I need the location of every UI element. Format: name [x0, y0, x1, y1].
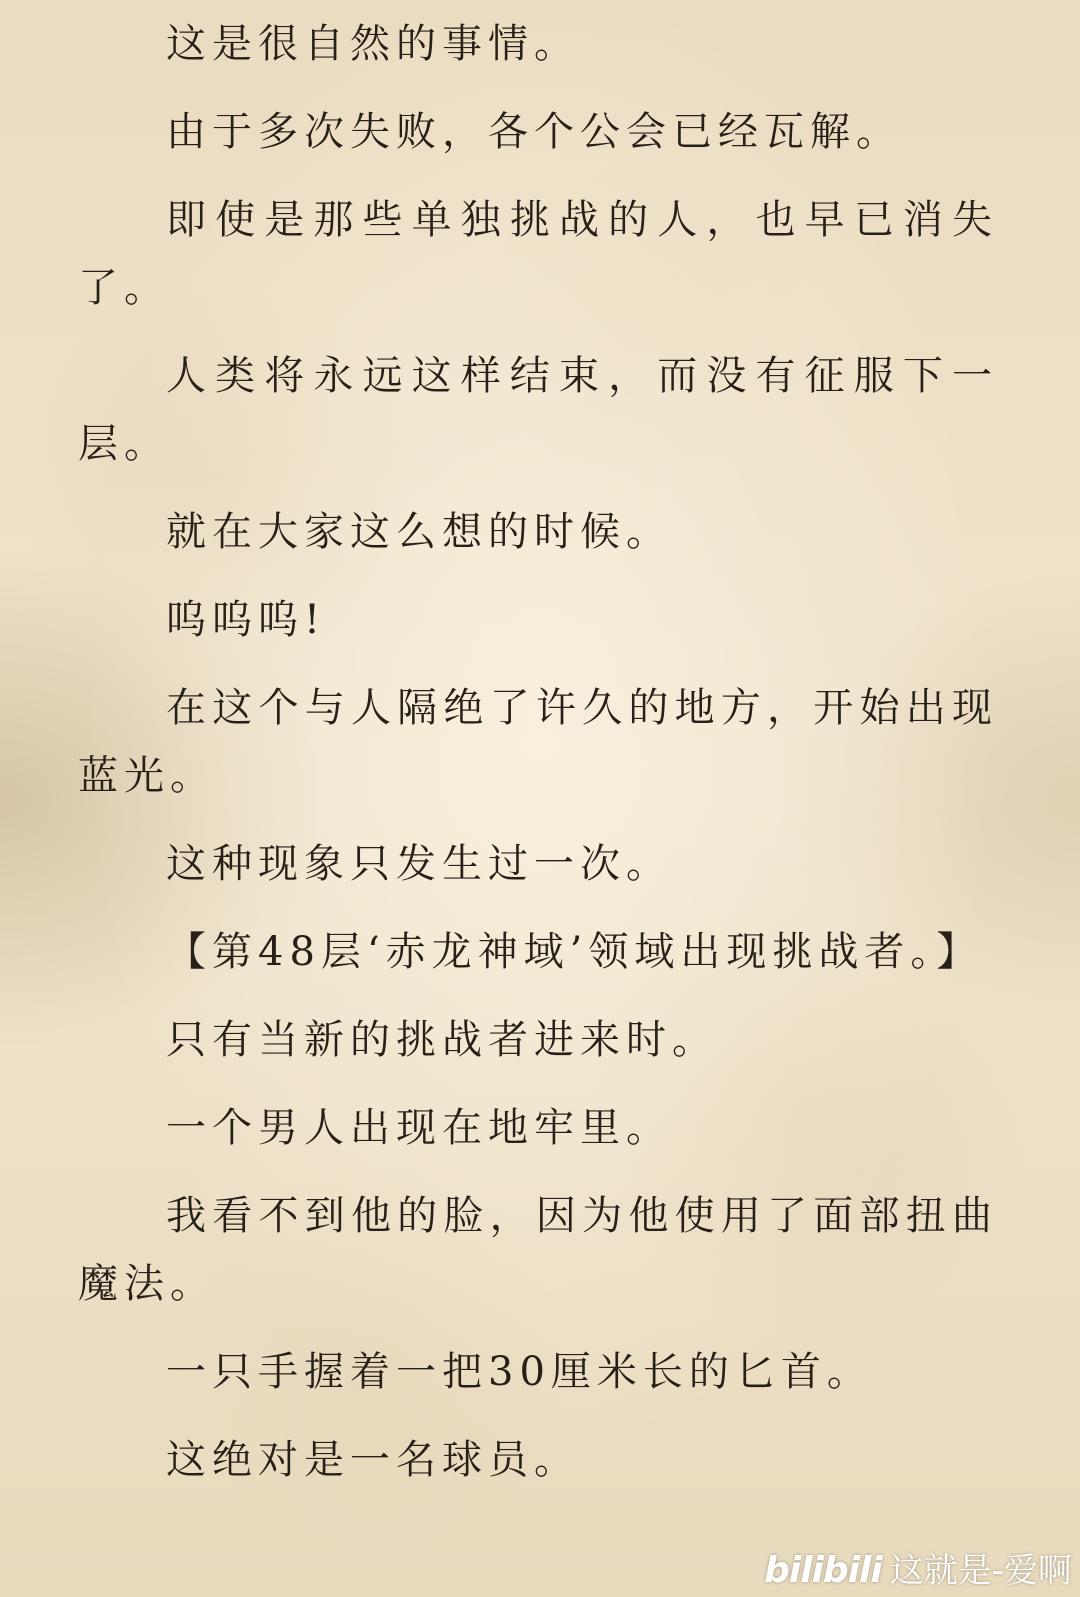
paragraph-4: 人类将永远这样结束，而没有征服下一层。	[78, 353, 998, 467]
paragraph-8: 这种现象只发生过一次。	[166, 841, 672, 887]
paragraph-5: 就在大家这么想的时候。	[166, 509, 672, 555]
paragraph-3: 即使是那些单独挑战的人，也早已消失了。	[78, 197, 998, 311]
paragraph-9: 【第48层‘赤龙神域’领域出现挑战者。】	[166, 929, 983, 975]
paragraph-11: 一个男人出现在地牢里。	[166, 1105, 672, 1151]
bilibili-watermark	[764, 1551, 1072, 1591]
watermark-username: 这就是-爱啊	[889, 1551, 1072, 1591]
paragraph-6: 呜呜呜!	[166, 597, 327, 643]
paragraph-2: 由于多次失败，各个公会已经瓦解。	[166, 109, 902, 155]
chapter-text	[78, 10, 998, 1514]
paragraph-7: 在这个与人隔绝了许久的地方，开始出现蓝光。	[78, 685, 998, 799]
paragraph-10: 只有当新的挑战者进来时。	[166, 1017, 718, 1063]
paragraph-14: 这绝对是一名球员。	[166, 1437, 580, 1483]
paragraph-1: 这是很自然的事情。	[166, 21, 580, 67]
bilibili-logo: bilibili	[764, 1550, 882, 1591]
paragraph-12: 我看不到他的脸，因为他使用了面部扭曲魔法。	[78, 1193, 998, 1307]
paragraph-13: 一只手握着一把30厘米长的匕首。	[166, 1349, 873, 1395]
